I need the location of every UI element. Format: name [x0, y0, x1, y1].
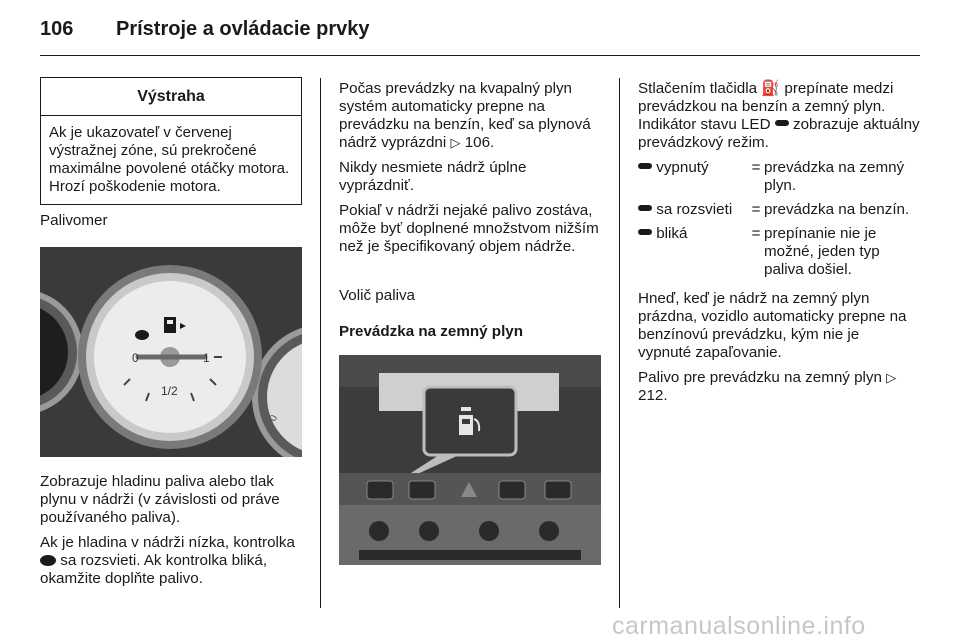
legend-meaning: prevádzka na benzín.: [764, 201, 910, 218]
column-1-text: [40, 473, 305, 595]
legend-equals: =: [751, 225, 761, 242]
header-rule: [40, 55, 920, 56]
legend-meaning: prevádzka na zemný plyn.: [764, 159, 905, 194]
lpg-switch-paragraph: [339, 80, 605, 152]
legend-row: [638, 201, 918, 219]
legend-equals: =: [751, 159, 761, 176]
fuel-gauge-illustration: [40, 247, 302, 457]
button-text-a: Stlačením tlačidla: [638, 80, 758, 97]
column-rule-2: [619, 78, 620, 608]
legend-state-text: sa rozsvieti: [656, 201, 733, 218]
status-led-icon: [638, 205, 652, 211]
button-description-paragraph: [638, 80, 922, 152]
fuel-selector-photo: [339, 355, 601, 565]
legend-state: [638, 159, 748, 195]
low-fuel-led-icon: [40, 555, 56, 566]
natural-gas-subheading: Prevádzka na zemný plyn: [339, 323, 524, 340]
legend-state: [638, 225, 748, 279]
gauge-description: Zobrazuje hladinu paliva alebo tlak plynu v nádrži (v závislosti od práve používaného paliva).: [40, 473, 280, 526]
button-text-b: prepínate medzi prevádzkou na benzín a zemný plyn. Indikátor stavu LED: [638, 80, 894, 133]
reference-arrow-icon: ▷: [450, 135, 461, 150]
low-fuel-text-b: sa rozsvieti. Ak kontrolka bliká, okamžite doplňte palivo.: [40, 552, 268, 587]
page-header: [40, 18, 920, 58]
status-led-icon: [775, 120, 789, 126]
legend-state-text: bliká: [656, 225, 688, 242]
column-3-text: [638, 80, 922, 285]
fuel-selector-heading: Volič paliva: [339, 287, 415, 304]
lpg-switch-ref: 106.: [464, 134, 495, 151]
button-text-c: zobrazuje aktuálny prevádzkový režim.: [638, 116, 920, 151]
reference-arrow-icon: ▷: [886, 370, 897, 385]
column-3-lower-text: [638, 290, 908, 412]
fuel-reference-paragraph: [638, 369, 908, 405]
status-led-icon: [638, 163, 652, 169]
never-empty-paragraph: Nikdy nesmiete nádrž úplne vyprázdniť.: [339, 159, 527, 194]
warning-text: Ak je ukazovateľ v červenej výstražnej zóne, sú prekročené maximálne povolené otáčky motora. Hrozí poškodenie motora.: [49, 124, 290, 195]
legend-meaning: prepínanie nie je možné, jeden typ paliva došiel.: [764, 225, 880, 278]
refill-paragraph: Pokiaľ v nádrži nejaké palivo zostáva, môže byť doplnené množstvom nižším než je špecifikovaný objem nádrže.: [339, 202, 599, 255]
palivomer-heading: Palivomer: [40, 212, 108, 229]
watermark: carmanualsonline.info: [612, 612, 866, 640]
fuel-reference-text: Palivo pre prevádzku na zemný plyn: [638, 369, 882, 386]
warning-title: Výstraha: [41, 78, 301, 116]
page-number: 106: [40, 18, 74, 40]
chapter-title: Prístroje a ovládacie prvky: [116, 18, 370, 40]
lpg-switch-text: Počas prevádzky na kvapalný plyn systém automaticky prepne na prevádzku na benzín, keď sa plynová nádrž vyprázdni: [339, 80, 591, 151]
legend-state: [638, 201, 748, 219]
legend-row: [638, 159, 918, 195]
low-fuel-text-a: Ak je hladina v nádrži nízka, kontrolka: [40, 534, 295, 551]
warning-box: [40, 77, 302, 205]
auto-switch-paragraph: Hneď, keď je nádrž na zemný plyn prázdna, vozidlo automaticky prepne na benzínovú prevádzku, kým nie je vypnuté zapaľovanie.: [638, 290, 907, 361]
status-led-icon: [638, 229, 652, 235]
fuel-gauge-photo: [40, 247, 302, 457]
fuel-pump-icon: ⛽: [761, 80, 781, 97]
fuel-pump-icon: [459, 415, 473, 435]
legend-state-text: vypnutý: [656, 159, 709, 176]
speedo-tick-seventy: 70: [265, 413, 281, 429]
legend-equals: =: [751, 201, 761, 218]
gauge-tick-full: 1: [203, 351, 210, 365]
column-rule-1: [320, 78, 321, 608]
column-2-text: [339, 80, 605, 263]
fuel-selector-illustration: [339, 355, 601, 565]
fuel-reference-ref: 212.: [638, 387, 668, 404]
fuel-pump-icon: [164, 317, 176, 333]
low-fuel-led-icon: [135, 330, 149, 340]
led-status-legend: [638, 159, 918, 279]
gauge-tick-half: 1/2: [161, 384, 178, 398]
gauge-tick-zero: 0: [132, 351, 139, 365]
legend-row: [638, 225, 918, 279]
low-fuel-paragraph: [40, 534, 305, 588]
